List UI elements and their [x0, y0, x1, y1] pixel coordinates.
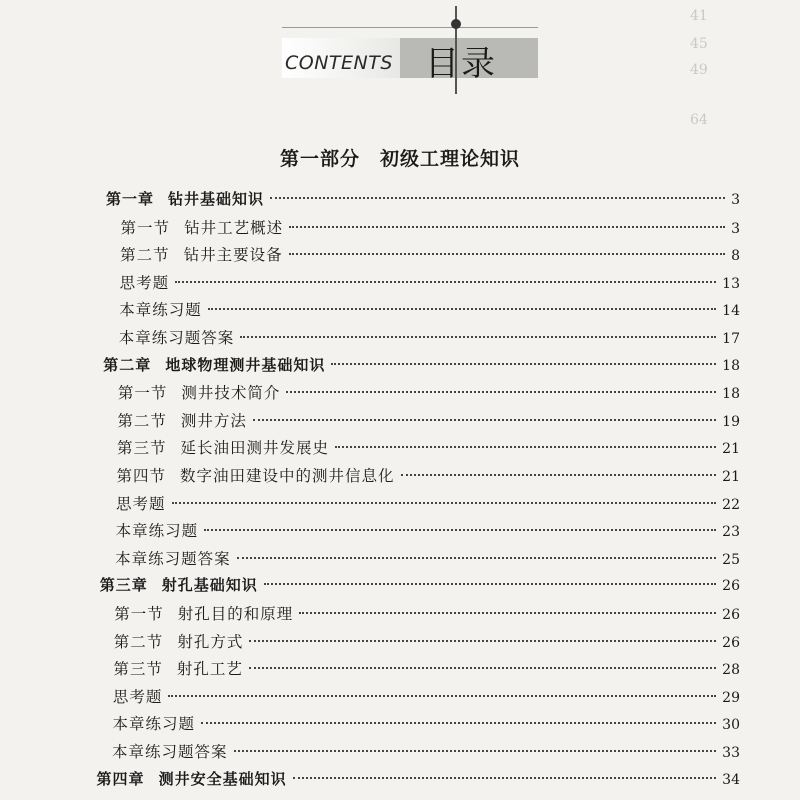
toc-entry-title: 本章练习题答案 [118, 329, 235, 347]
toc-entry-item [119, 326, 740, 348]
toc-entry-label [113, 657, 243, 679]
header-dot [451, 19, 461, 29]
toc-entry-number: 第二节 [117, 411, 167, 430]
toc-entry-title: 测井方法 [180, 411, 247, 430]
toc-entry-section [114, 602, 740, 624]
toc-leader-dots [201, 722, 716, 724]
toc-entry-label [114, 602, 293, 624]
toc-entry-title: 地球物理测井基础知识 [165, 355, 326, 374]
bleed-through-text: 45 [690, 36, 708, 52]
toc-entry-item [112, 740, 740, 762]
toc-entry-page: 13 [722, 275, 740, 292]
toc-entry-section [120, 243, 740, 265]
toc-entry-title: 本章练习题 [115, 522, 199, 541]
toc-entry-label [115, 547, 231, 569]
toc-entry-chapter [106, 188, 740, 210]
toc-entry-label [117, 436, 329, 458]
contents-heading: CONTENTS [285, 52, 393, 74]
toc-entry-label [97, 768, 287, 789]
toc-entry-page: 28 [722, 662, 740, 679]
toc-entry-title: 射孔目的和原理 [177, 605, 294, 623]
toc-entry-title: 测井技术简介 [181, 384, 281, 403]
toc-entry-section [121, 216, 740, 238]
toc-entry-page: 26 [722, 578, 740, 595]
toc-entry-page: 21 [722, 469, 740, 485]
toc-leader-dots [264, 583, 716, 585]
toc-entry-title: 思考题 [112, 687, 163, 706]
toc-entry-page: 3 [731, 192, 740, 208]
toc-entry-item [113, 685, 740, 707]
toc-entry-label [121, 216, 284, 238]
toc-entry-page: 30 [722, 717, 740, 734]
toc-entry-number: 第二节 [120, 246, 170, 265]
toc-entry-item [119, 298, 740, 320]
toc-leader-dots [234, 750, 717, 752]
toc-entry-number: 第三节 [116, 439, 167, 458]
toc-entry-number: 第一节 [117, 384, 168, 403]
toc-leader-dots [335, 446, 716, 448]
toc-entry-section [117, 409, 740, 431]
toc-entry-title: 本章练习题答案 [115, 549, 231, 568]
toc-entry-item [115, 547, 740, 569]
toc-leader-dots [270, 197, 725, 199]
bleed-through-text: 49 [690, 62, 708, 78]
toc-leader-dots [299, 612, 716, 614]
toc-entry-number: 第三章 [99, 576, 148, 595]
toc-entry-chapter [100, 574, 740, 596]
toc-entry-page: 33 [722, 745, 740, 761]
toc-leader-dots [249, 667, 716, 669]
bleed-through-text: 41 [690, 8, 708, 24]
toc-entry-item [112, 712, 740, 734]
header-rule [282, 27, 538, 28]
toc-entry-label [120, 271, 170, 293]
toc-entry-label [106, 188, 264, 209]
toc-entry-label [116, 519, 199, 541]
toc-entry-page: 18 [722, 386, 740, 403]
toc-entry-label [117, 464, 395, 486]
toc-entry-chapter [103, 354, 740, 376]
toc-entry-page: 18 [722, 357, 740, 374]
toc-entry-label [100, 574, 258, 595]
toc-entry-page: 26 [722, 607, 740, 623]
part-title: 第一部分 初级工理论知识 [279, 148, 520, 170]
toc-entry-label [114, 630, 244, 652]
toc-leader-dots [208, 308, 716, 310]
toc-entry-chapter [97, 768, 740, 790]
toc-entry-title: 测井安全基础知识 [158, 769, 287, 788]
toc-entry-title: 本章练习题 [112, 715, 195, 734]
toc-entry-title: 思考题 [119, 273, 170, 292]
toc-entry-page: 26 [722, 634, 740, 651]
toc-entry-section [118, 381, 740, 403]
toc-entry-label [117, 409, 247, 431]
toc-entry-page: 23 [722, 524, 740, 541]
toc-entry-label [119, 298, 202, 320]
toc-entry-section [117, 464, 741, 486]
toc-entry-page: 22 [722, 496, 740, 513]
toc-entry-label [112, 740, 228, 762]
toc-entry-page: 3 [731, 220, 740, 237]
toc-entry-page: 25 [722, 551, 740, 568]
toc-leader-dots [249, 640, 716, 642]
toc-leader-dots [240, 336, 716, 338]
toc-entry-page: 21 [722, 441, 740, 458]
toc-entry-number: 第四章 [96, 769, 145, 788]
mulu-heading: 目录 [425, 44, 497, 84]
toc-leader-dots [168, 695, 716, 697]
toc-leader-dots [401, 474, 717, 476]
toc-entry-item [120, 271, 740, 293]
toc-leader-dots [172, 502, 717, 504]
toc-entry-number: 第一章 [106, 190, 155, 208]
toc-entry-page: 19 [722, 413, 740, 430]
toc-entry-number: 第二章 [103, 355, 152, 374]
toc-entry-item [116, 492, 740, 514]
toc-entry-number: 第二节 [113, 632, 164, 651]
toc-entry-title: 射孔方式 [177, 632, 244, 651]
toc-leader-dots [237, 557, 717, 559]
toc-entry-title: 钻井主要设备 [183, 246, 283, 265]
toc-entry-number: 第四节 [116, 467, 167, 485]
toc-leader-dots [289, 253, 725, 255]
toc-entry-number: 第一节 [114, 605, 164, 623]
toc-entry-page: 8 [731, 248, 740, 265]
toc-entry-title: 延长油田测井发展史 [180, 439, 329, 458]
toc-entry-label [120, 243, 283, 265]
toc-entry-title: 本章练习题答案 [112, 743, 228, 761]
toc-entry-label [118, 381, 281, 403]
toc-leader-dots [286, 391, 716, 393]
toc-entry-label [113, 685, 163, 707]
toc-entry-title: 本章练习题 [119, 301, 202, 320]
toc-entry-title: 数字油田建设中的测井信息化 [180, 467, 395, 485]
toc-leader-dots [289, 226, 725, 228]
toc-entry-item [116, 519, 740, 541]
toc-entry-title: 射孔基础知识 [161, 576, 258, 595]
toc-entry-page: 17 [722, 331, 740, 347]
toc-entry-label [119, 326, 235, 348]
toc-entry-label [116, 492, 166, 514]
toc-leader-dots [331, 363, 716, 365]
toc-leader-dots [253, 419, 716, 421]
toc-entry-section [117, 436, 740, 458]
toc-entry-title: 钻井基础知识 [168, 190, 265, 208]
toc-entry-title: 思考题 [116, 494, 166, 513]
toc-entry-section [114, 630, 740, 652]
toc-leader-dots [204, 529, 716, 531]
toc-leader-dots [293, 777, 717, 779]
toc-entry-page: 34 [722, 771, 740, 788]
toc-leader-dots [175, 281, 716, 283]
toc-entry-label [112, 712, 195, 734]
toc-entry-section [113, 657, 740, 679]
toc-entry-title: 钻井工艺概述 [184, 218, 284, 237]
toc-entry-page: 14 [722, 303, 740, 320]
toc-entry-page: 29 [722, 689, 740, 706]
toc-entry-label [103, 354, 325, 375]
toc-entry-number: 第一节 [120, 218, 171, 237]
toc-entry-title: 射孔工艺 [176, 660, 243, 679]
toc-entry-number: 第三节 [113, 660, 163, 679]
bleed-through-text: 64 [690, 112, 708, 128]
